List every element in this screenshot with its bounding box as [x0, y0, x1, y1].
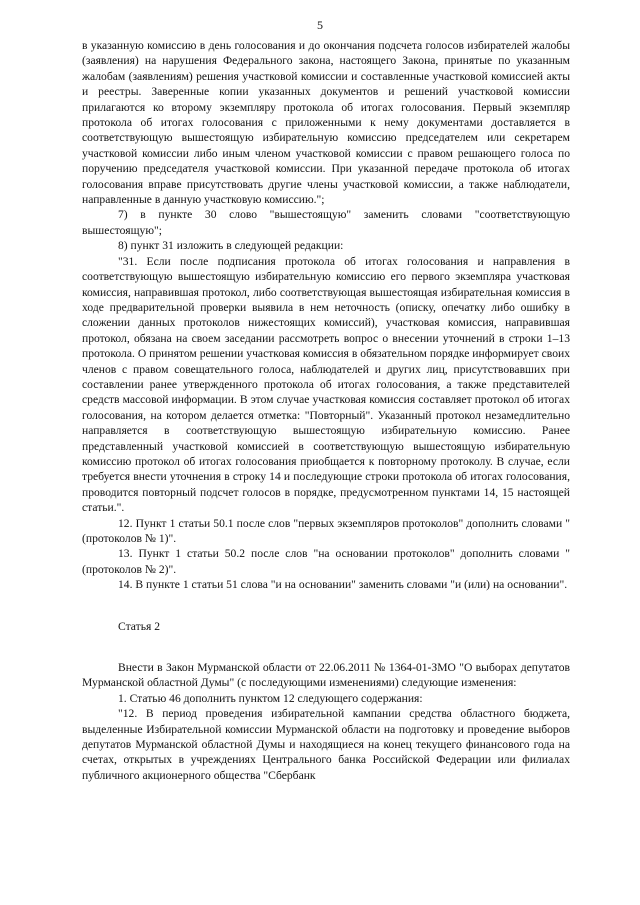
paragraph-item-13: 13. Пункт 1 статьи 50.2 после слов "на основании протоколов" дополнить словами "(протоколов № 2)". [82, 547, 570, 576]
document-body [82, 38, 570, 783]
paragraph-item-7: 7) в пункте 30 слово "вышестоящую" заменить словами "соответствующую вышестоящую"; [82, 208, 570, 237]
paragraph-item-14: 14. В пункте 1 статьи 51 слова "и на основании" заменить словами "и (или) на основании". [118, 578, 568, 592]
paragraph-article-2-point-12: "12. В период проведения избирательной кампании средства областного бюджета, выделенные Избирательной комиссии Мурманской области на подготовку и проведение выборов депутатов Мурманской областной Думы и находящиеся на конец текущего финансового года на счетах, открытых в учреждениях Центрального банка Российской Федерации или филиалах публичного акционерного общества "Сбербанк [82, 707, 570, 782]
spacer [82, 634, 570, 660]
paragraph-article-2-item-1: 1. Статью 46 дополнить пунктом 12 следующего содержания: [118, 691, 423, 705]
page-number: 5 [317, 18, 323, 32]
paragraph-point-31: "31. Если после подписания протокола об итогах голосования и направления в соответствующую вышестоящую избирательную комиссию его первого экземпляра участковая комиссия, направившая протокол, либо соответствующая вышестоящая избирательная комиссия в ходе предварительной проверки выявила в нем неточность (описку, опечатку либо ошибку в сложении данных протоколов нижестоящих комиссий), участковая комиссия, направившая протокол, обязана на своем заседании рассмотреть вопрос о внесении уточнений в строки 1–13 протокола. О принятом решении участковая комиссия в обязательном порядке информирует своих членов с правом совещательного голоса, наблюдателей и других лиц, присутствовавших при составлении ранее утвержденного протокола об итогах голосования, а также представителей средств массовой информации. В этом случае участковая комиссия составляет протокол об итогах голосования, на котором делается отметка: "Повторный". Указанный протокол незамедлительно направляется в соответствующую вышестоящую избирательную комиссию. Ранее представленный участковой комиссией в соответствующую вышестоящую избирательную комиссию протокол об итогах голосования приобщается к повторному протоколу. В случае, если требуется внести уточнения в строку 14 и последующие строки протокола об итогах голосования, проводится повторный подсчет голосов в порядке, предусмотренном пунктами 14, 15 настоящей статьи.". [82, 254, 570, 515]
article-heading: Статья 2 [118, 619, 161, 633]
paragraph-article-2-intro: Внести в Закон Мурманской области от 22.06.2011 № 1364-01-ЗМО "О выборах депутатов Мурманской областной Думы" (с последующими изменениями) следующие изменения: [82, 661, 570, 690]
paragraph-item-12: 12. Пункт 1 статьи 50.1 после слов "первых экземпляров протоколов" дополнить словами "(протоколов № 1)". [82, 516, 570, 545]
paragraph-item-8: 8) пункт 31 изложить в следующей редакции: [118, 239, 344, 253]
spacer [82, 593, 570, 619]
paragraph-continuation: в указанную комиссию в день голосования и до окончания подсчета голосов избирателей жалобы (заявления) на нарушения Федерального закона, настоящего Закона, принятые по указанным жалобам (заявлениям) решения участковой комиссии и составленные участковой комиссией акты и реестры. Заверенные копии указанных документов и решений участковой комиссии прилагаются ко второму экземпляру протокола об итогах голосования. Первый экземпляр протокола об итогах голосования с приложенными к нему документами доставляется в соответствующую вышестоящую избирательную комиссию председателем или секретарем участковой комиссии либо иным членом участковой комиссии с правом решающего голоса по поручению председателя участковой комиссии. При указанной передаче протокола об итогах голосования вправе присутствовать другие члены участковой комиссии, а также наблюдатели, направленные в данную участковую комиссию."; [82, 39, 570, 207]
